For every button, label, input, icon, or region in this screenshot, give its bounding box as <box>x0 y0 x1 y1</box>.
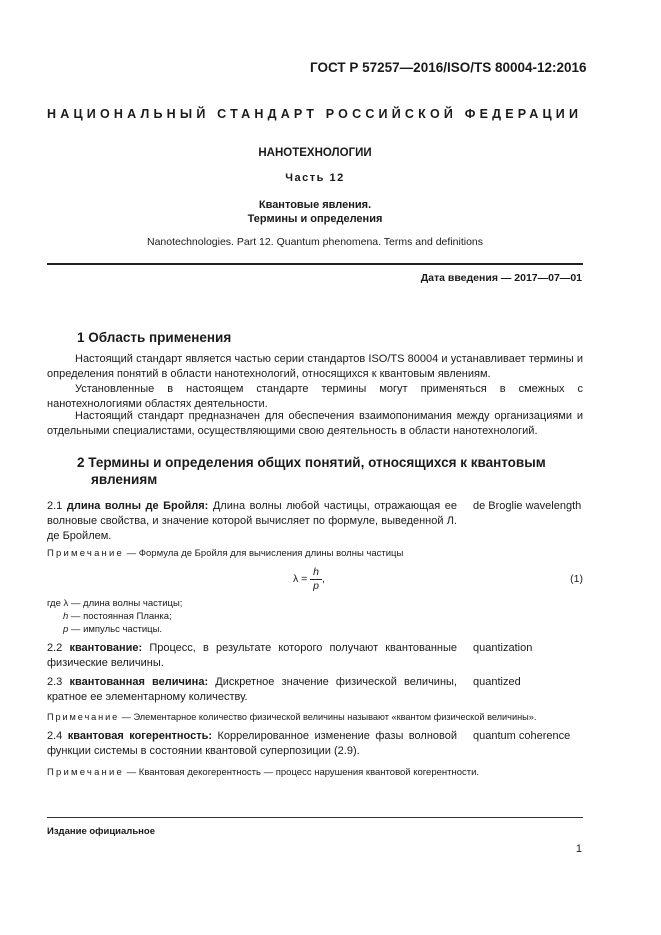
document-subtitle <box>47 198 583 226</box>
formula-legend <box>47 597 182 637</box>
term-entry <box>47 499 457 545</box>
subtitle-line-2: Термины и определения <box>247 213 383 225</box>
paragraph-text: Настоящий стандарт является частью серии стандартов ISO/TS 80004 и устанавливает термины и определения понятий в области нанотехнологий, относящихся к квантовым явлениям. <box>47 353 583 381</box>
term-english-equivalent: quantized <box>473 676 521 688</box>
section-1-heading: 1 Область применения <box>77 330 232 345</box>
national-standard-banner: НАЦИОНАЛЬНЫЙ СТАНДАРТ РОССИЙСКОЙ ФЕДЕРАЦИИ <box>47 107 583 121</box>
note-label: Примечание <box>47 712 120 722</box>
legend-line: h — постоянная Планка; <box>63 611 172 623</box>
legend-line: p — импульс частицы. <box>63 624 163 636</box>
term-entry <box>47 641 457 671</box>
subtitle-line-1: Квантовые явления. <box>258 199 372 211</box>
section-1-paragraph <box>47 382 583 412</box>
term-name: длина волны де Бройля: <box>66 500 209 512</box>
term-note <box>47 711 587 724</box>
term-number: 2.1 <box>47 500 63 512</box>
de-broglie-formula <box>280 566 360 594</box>
term-number: 2.2 <box>47 642 63 654</box>
note-text: — Квантовая декогерентность — процесс нарушения квантовой когерентности. <box>126 767 480 778</box>
term-note <box>47 766 587 779</box>
term-definition: Дискретное значение физической величины, кратное ее элементарному количеству. <box>47 676 457 704</box>
footer-divider <box>47 817 583 818</box>
note-text: — Элементарное количество физической величины называют «квантом физической величины». <box>121 712 537 722</box>
edition-label: Издание официальное <box>47 826 155 837</box>
term-definition: Коррелированное изменение фазы волновой функции системы в состоянии квантовой суперпозиции (2.9). <box>47 730 457 758</box>
section-2-heading-line-2: явлениям <box>91 472 158 487</box>
section-1-paragraph <box>47 409 583 439</box>
document-part: Часть 12 <box>285 172 345 184</box>
term-name: квантование: <box>69 642 143 654</box>
term-number: 2.3 <box>47 676 63 688</box>
formula-comma: , <box>322 573 325 585</box>
document-code-header: ГОСТ Р 57257—2016/ISO/TS 80004-12:2016 <box>310 60 587 75</box>
formula-numerator: h <box>310 566 322 580</box>
term-name: квантовая когерентность: <box>67 730 213 742</box>
section-1-paragraph <box>47 352 583 382</box>
document-title: НАНОТЕХНОЛОГИИ <box>258 147 372 159</box>
note-text: — Формула де Бройля для вычисления длины волны частицы <box>126 548 404 559</box>
introduction-date: Дата введения — 2017—07—01 <box>420 272 582 284</box>
paragraph-text: Установленные в настоящем стандарте термины могут применяться в смежных с нанотехнологиями областях деятельности. <box>47 383 583 411</box>
term-entry <box>47 675 457 705</box>
term-entry <box>47 729 457 759</box>
term-note <box>47 547 587 560</box>
note-label: Примечание <box>47 767 124 778</box>
formula-fraction <box>310 566 322 593</box>
legend-line: где λ — длина волны частицы; <box>47 598 183 609</box>
term-english-equivalent: quantum coherence <box>473 730 571 742</box>
term-definition: Длина волны любой частицы, отражающая ее волновые свойства, и значение которой вычисляет по формуле, выведенной Л. де Бройлем. <box>47 500 457 543</box>
title-divider <box>47 263 583 265</box>
term-number: 2.4 <box>47 730 63 742</box>
term-definition: Процесс, в результате которого получают квантованные физические величины. <box>47 642 458 670</box>
paragraph-text: Настоящий стандарт предназначен для обеспечения взаимопонимания между организациями и отдельными специалистами, осуществляющими свою деятельность в области нанотехнологий. <box>47 410 583 438</box>
term-english-equivalent: quantization <box>473 642 533 654</box>
formula-number: (1) <box>570 573 583 585</box>
term-name: квантованная величина: <box>69 676 209 688</box>
english-title: Nanotechnologies. Part 12. Quantum phenomena. Terms and definitions <box>146 236 483 248</box>
formula-denominator: p <box>313 580 319 592</box>
section-2-heading <box>77 454 546 488</box>
section-2-heading-line-1: 2 Термины и определения общих понятий, относящихся к квантовым <box>77 455 546 470</box>
formula-lhs: λ = <box>293 573 308 585</box>
page-number: 1 <box>575 843 582 855</box>
note-label: Примечание <box>47 548 124 559</box>
term-english-equivalent: de Broglie wavelength <box>473 500 582 512</box>
